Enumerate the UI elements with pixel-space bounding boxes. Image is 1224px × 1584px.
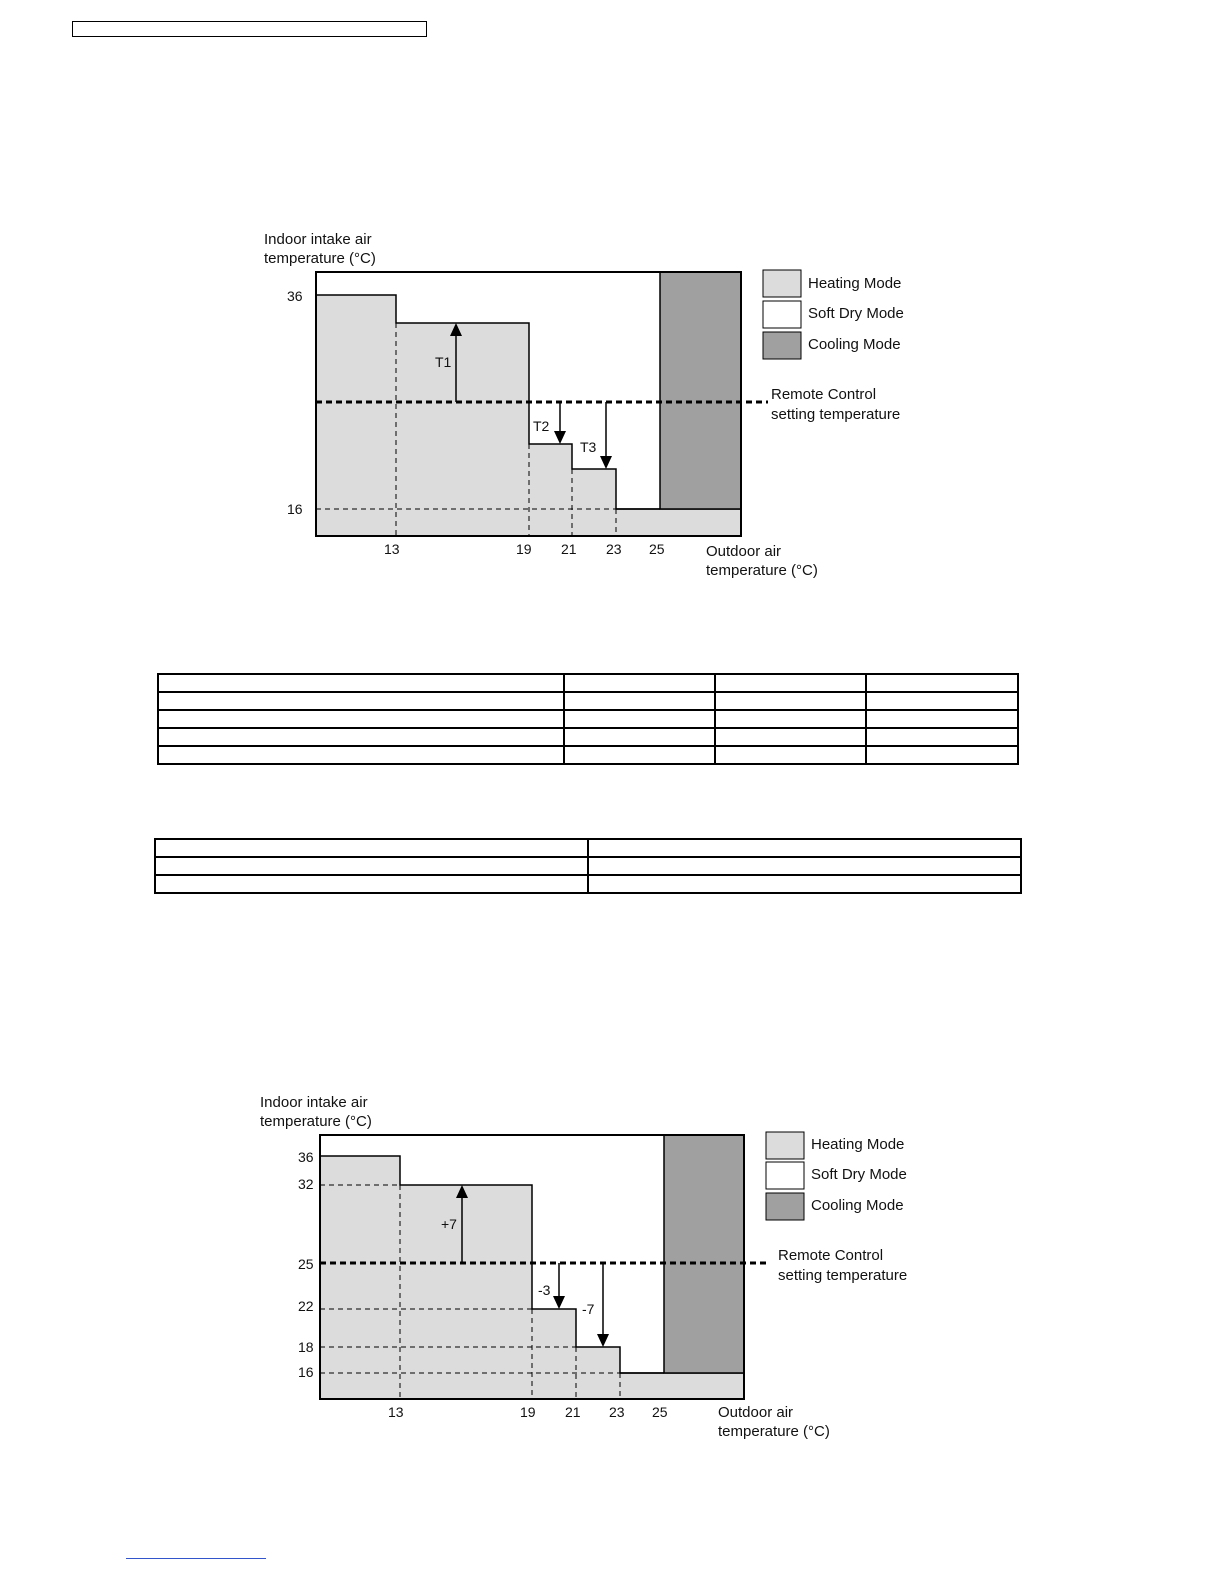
chart2-arrow-label-minus3: -3 [538,1282,551,1298]
chart1-legend-heating-swatch [763,270,801,297]
chart2-legend-heating-label: Heating Mode [811,1136,905,1153]
chart1-plot [0,0,1224,600]
chart2-xtick-25: 25 [652,1404,668,1420]
chart2-xtick-13: 13 [388,1404,404,1420]
chart1-legend-cooling-swatch [763,332,801,359]
chart2-xtick-19: 19 [520,1404,536,1420]
chart1-legend-heating-label: Heating Mode [808,275,902,292]
table-row [158,692,1018,710]
chart2-ylabel-line1: Indoor intake air [260,1094,368,1111]
chart2-ytick-36: 36 [298,1149,314,1165]
chart1-ylabel-line1: Indoor intake air [264,231,372,248]
table-row [158,710,1018,728]
table-row [155,839,1021,857]
chart1-setting-label-line1: Remote Control [771,386,877,403]
chart2-legend-cooling-swatch [766,1193,804,1220]
chart2-xtick-23: 23 [609,1404,625,1420]
chart1-xtick-21: 21 [561,541,577,557]
table-row [158,728,1018,746]
chart2-legend-softdry-swatch [766,1162,804,1189]
chart2-xlabel-line2: temperature (°C) [718,1423,830,1440]
chart2-legend-softdry-label: Soft Dry Mode [811,1166,907,1183]
chart1-arrow-label-t3: T3 [580,439,597,455]
chart2-ytick-18: 18 [298,1339,314,1355]
chart1-arrow-label-t2: T2 [533,418,550,434]
chart1-legend-softdry-swatch [763,301,801,328]
chart1-xtick-19: 19 [516,541,532,557]
chart2-ytick-25: 25 [298,1256,314,1272]
chart1-arrow-label-t1: T1 [435,354,452,370]
chart2-ytick-32: 32 [298,1176,314,1192]
chart2-setting-label-line1: Remote Control [778,1247,884,1264]
footer-link-underline [126,1558,266,1559]
chart1-setting-label-line2: setting temperature [771,406,901,423]
chart2-ytick-16: 16 [298,1364,314,1380]
chart1-legend-cooling-label: Cooling Mode [808,336,901,353]
chart1-ytick-36: 36 [287,288,303,304]
table-row [155,857,1021,875]
chart2-legend-cooling-label: Cooling Mode [811,1197,904,1214]
chart1-ytick-16: 16 [287,501,303,517]
chart1-xtick-13: 13 [384,541,400,557]
chart1-xlabel-line2: temperature (°C) [706,562,818,579]
table-row [158,674,1018,692]
chart2-arrow-label-plus7: +7 [441,1216,457,1232]
chart1-cooling-area [660,272,741,509]
chart1-xlabel-line1: Outdoor air [706,543,782,560]
chart1-xtick-25: 25 [649,541,665,557]
chart2-arrow-label-minus7: -7 [582,1301,595,1317]
chart2-plot [0,1000,1224,1460]
chart1-ylabel-line2: temperature (°C) [264,250,376,267]
table-row [158,746,1018,764]
chart2-cooling-area [664,1135,744,1373]
chart2-legend-heating-swatch [766,1132,804,1159]
chart2-xlabel-line1: Outdoor air [718,1404,794,1421]
empty-table-2 [154,838,1022,894]
chart2-ytick-22: 22 [298,1298,314,1314]
chart1-xtick-23: 23 [606,541,622,557]
chart2-setting-label-line2: setting temperature [778,1267,908,1284]
empty-table-1 [157,673,1019,765]
chart1-legend-softdry-label: Soft Dry Mode [808,305,904,322]
chart2-ylabel-line2: temperature (°C) [260,1113,372,1130]
table-row [155,875,1021,893]
chart2-xtick-21: 21 [565,1404,581,1420]
